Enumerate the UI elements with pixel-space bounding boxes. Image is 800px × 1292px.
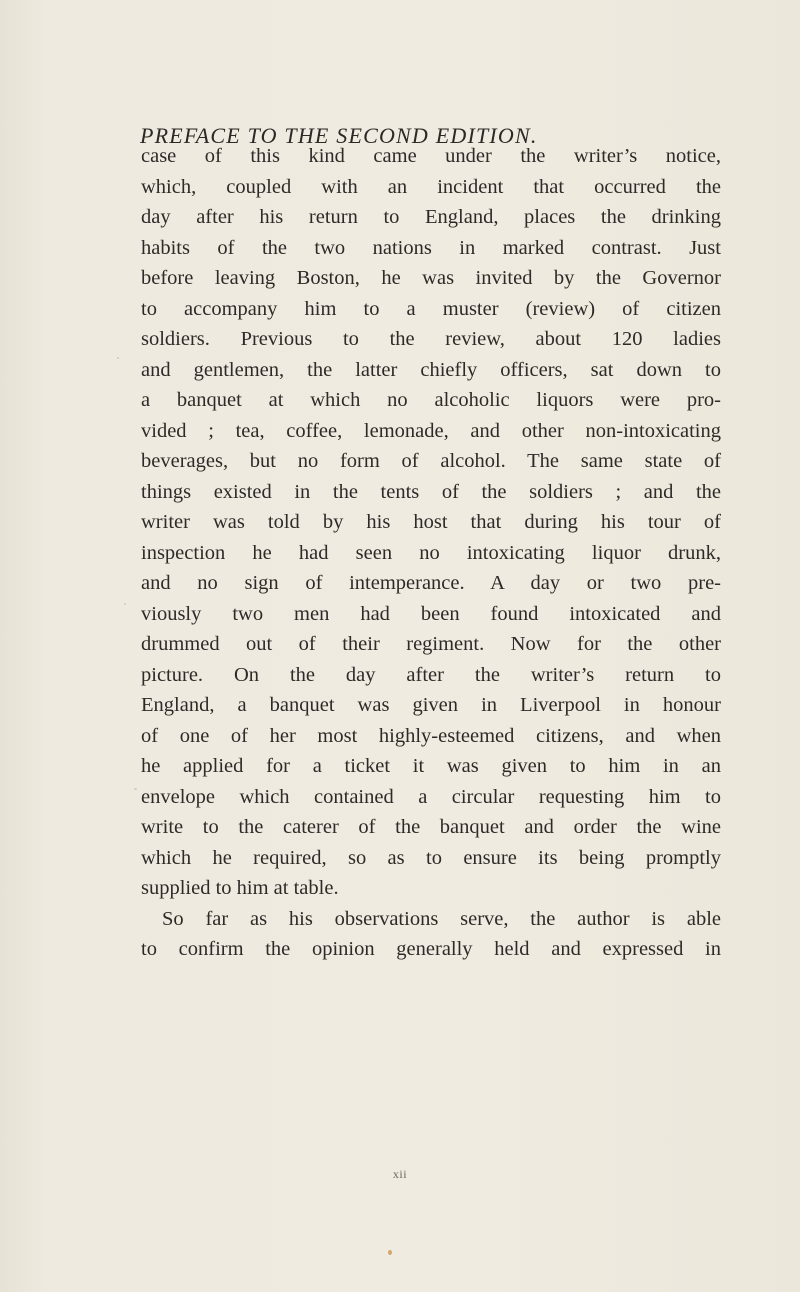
text-line: a banquet at which no alcoholic liquors were pro- [141,389,721,411]
text-line: things existed in the tents of the soldiers ; and the [141,480,721,503]
text-line: beverages, but no form of alcohol. The same state of [141,450,721,472]
text-line: inspection he had seen no intoxicating liquor drunk, [141,541,721,564]
text-line: and gentlemen, the latter chiefly officers, sat down to [141,358,721,381]
text-line: to confirm the opinion generally held and expressed in [141,938,721,960]
text-line: supplied to him at table. [141,877,339,899]
text-line: habits of the two nations in marked contrast. Just [141,236,721,259]
text-line: picture. On the day after the writer’s return to [141,663,721,686]
paper-speck [117,357,119,359]
paper-speck [134,788,137,790]
text-line: before leaving Boston, he was invited by the Governor [141,267,721,289]
text-line: to accompany him to a muster (review) of citizen [141,297,721,320]
text-line: soldiers. Previous to the review, about 120 ladies [141,328,721,350]
text-line: drummed out of their regiment. Now for the other [141,633,721,655]
text-line: viously two men had been found intoxicated and [141,602,721,625]
page-number: xii [392,1167,408,1181]
text-line: envelope which contained a circular requesting him to [141,785,721,808]
text-line: case of this kind came under the writer’s notice, [141,145,721,167]
text-line: write to the caterer of the banquet and order the wine [141,816,721,838]
paper-speck [124,603,126,605]
running-header: PREFACE TO THE SECOND EDITION. [140,123,538,148]
text-line: of one of her most highly-esteemed citizens, and when [141,724,721,747]
body-text [141,141,721,965]
text-line: vided ; tea, coffee, lemonade, and other non-intoxicating [141,419,721,442]
paper-speck [388,1250,392,1255]
text-line: writer was told by his host that during his tour of [141,511,721,533]
text-line: which, coupled with an incident that occurred the [141,175,721,198]
text-line: he applied for a ticket it was given to him in an [141,755,721,777]
text-line: So far as his observations serve, the author is able [162,907,721,930]
text-line: day after his return to England, places the drinking [141,206,721,228]
text-line: which he required, so as to ensure its being promptly [141,846,721,869]
text-line: England, a banquet was given in Liverpool in honour [141,694,721,716]
text-line: and no sign of intemperance. A day or two pre- [141,572,721,594]
